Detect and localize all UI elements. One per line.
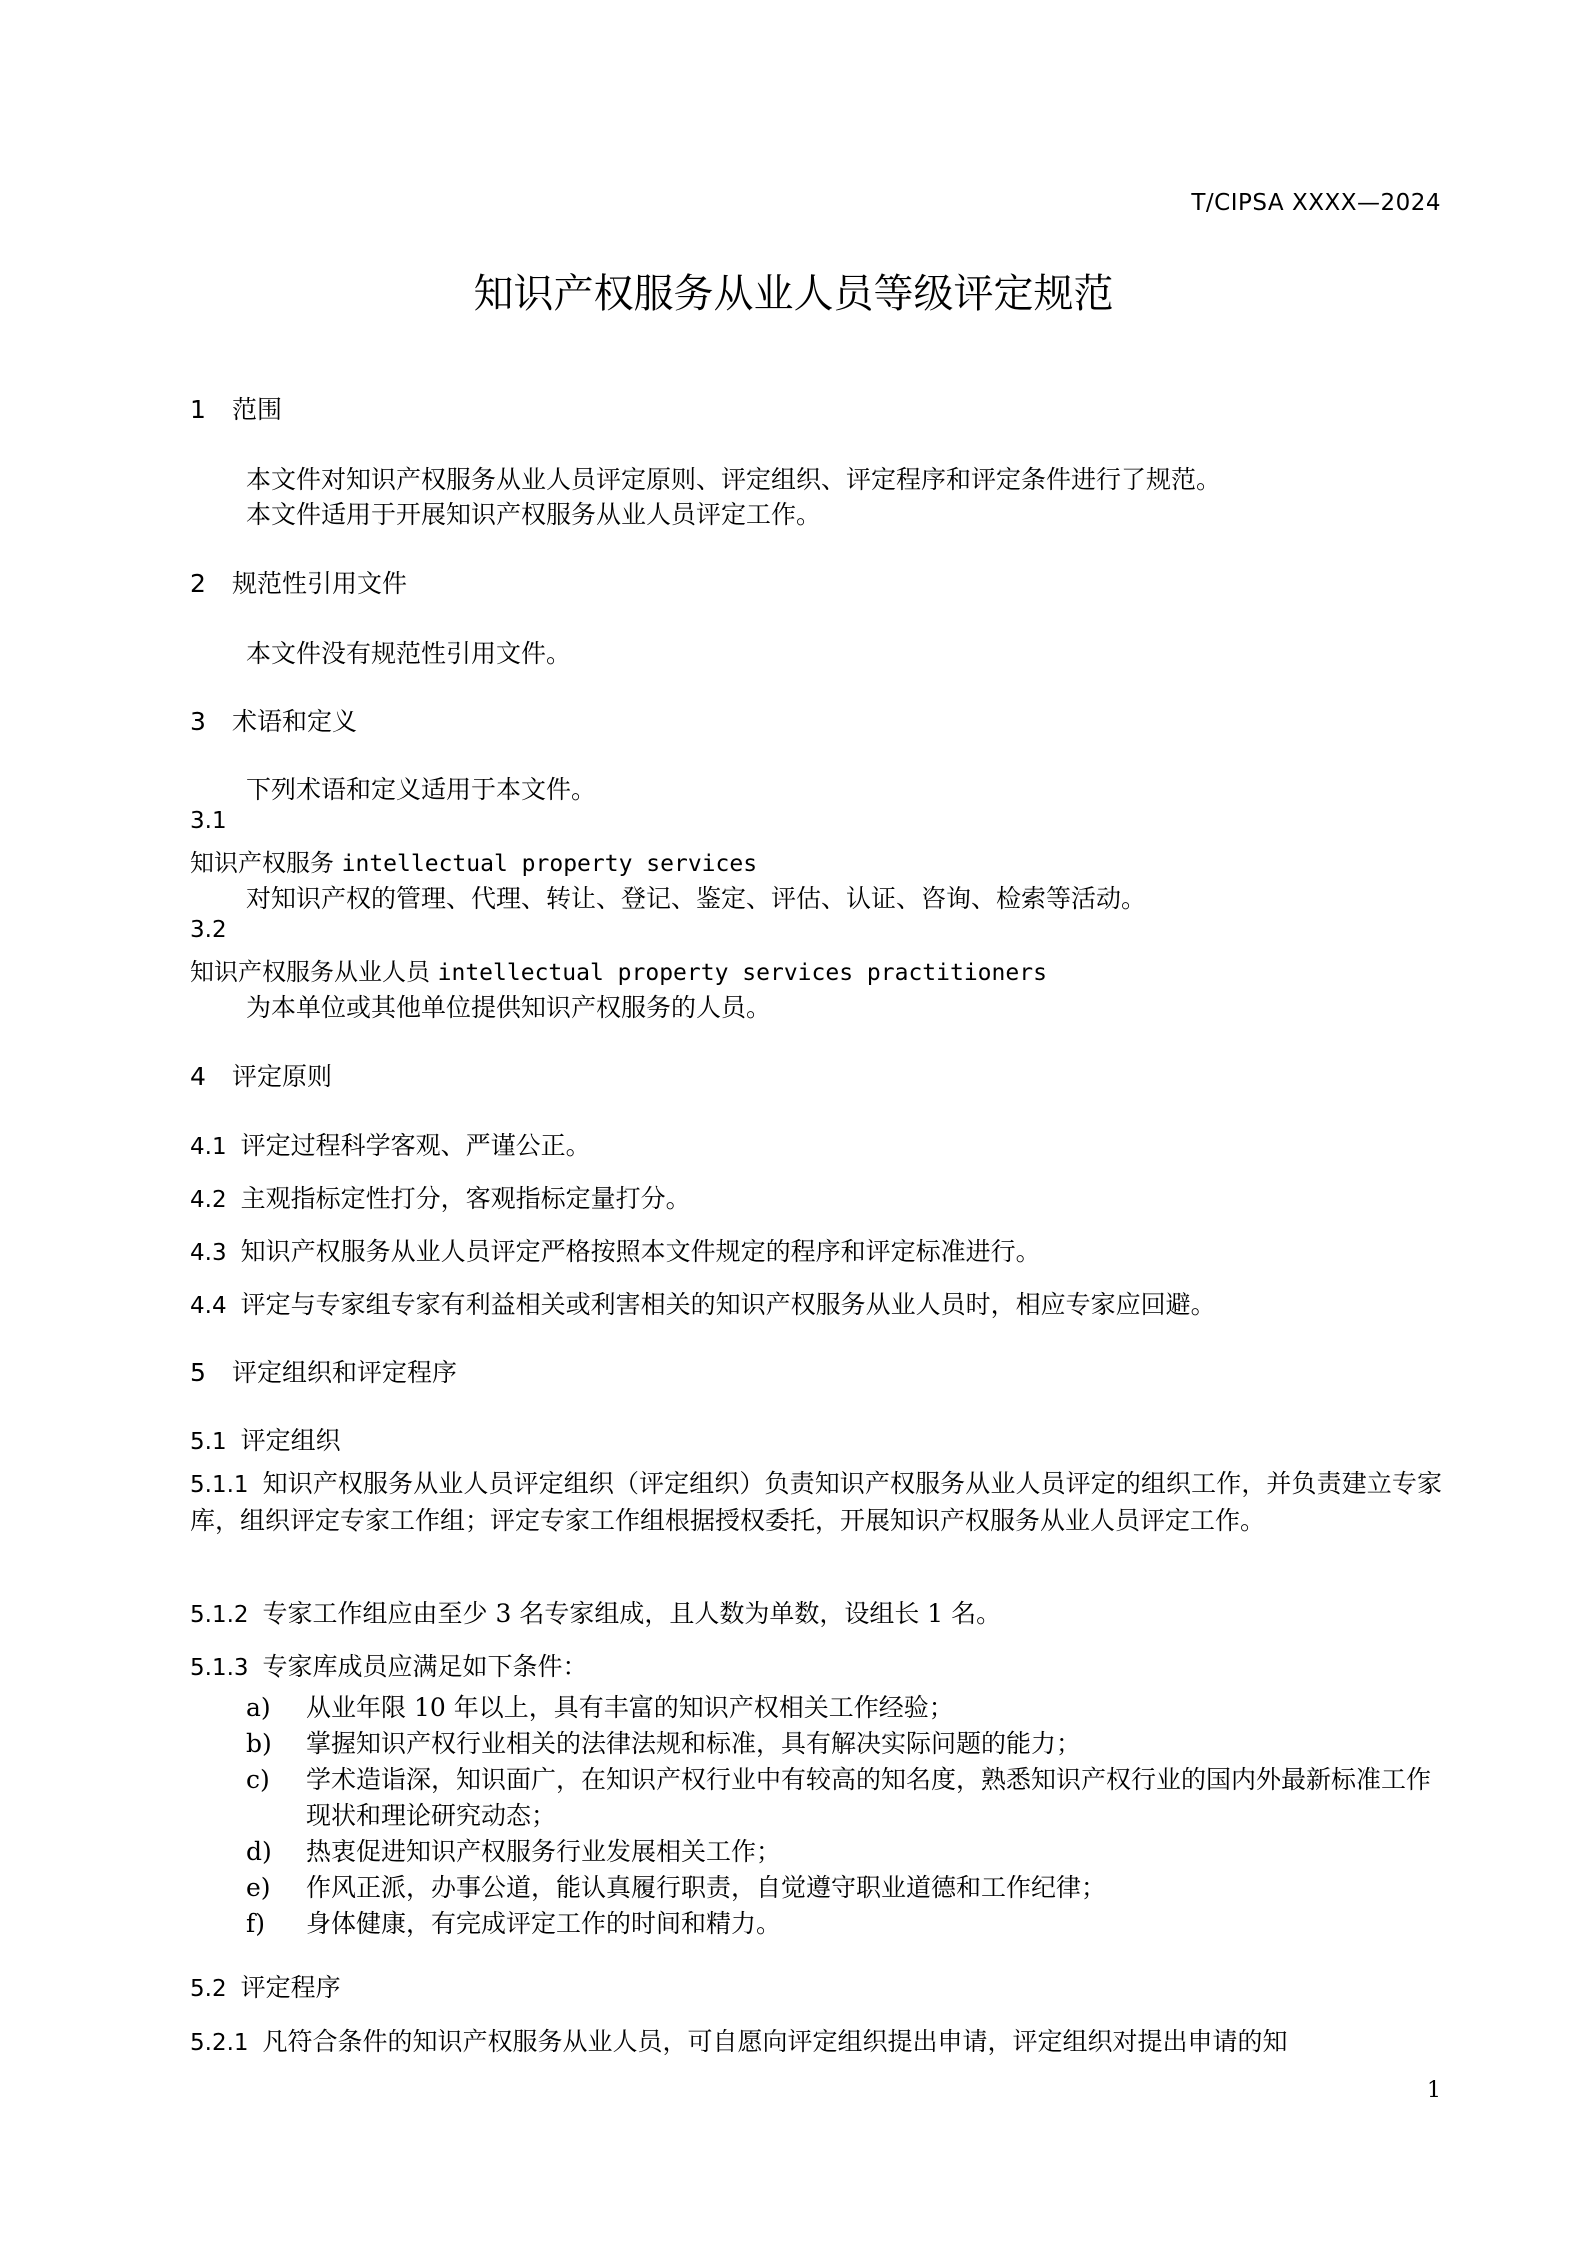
section-4-heading [190, 1057, 332, 1093]
clause-text: 凡符合条件的知识产权服务从业人员，可自愿向评定组织提出申请，评定组织对提出申请的知 [262, 2027, 1288, 2056]
clause-number: 5.1.2 [190, 1602, 249, 1628]
term-definition: 为本单位或其他单位提供知识产权服务的人员。 [246, 993, 772, 1022]
list-item-text: 学术造诣深，知识面广，在知识产权行业中有较高的知名度，熟悉知识产权行业的国内外最新标准工作现状和理论研究动态； [306, 1765, 1432, 1830]
standard-number: T/CIPSA XXXX—2024 [1191, 190, 1441, 216]
paragraph: 本文件对知识产权服务从业人员评定原则、评定组织、评定程序和评定条件进行了规范。 [246, 465, 1222, 494]
paragraph: 本文件适用于开展知识产权服务从业人员评定工作。 [246, 500, 822, 529]
clause-number: 5.1.3 [190, 1655, 249, 1681]
list-item-label: a) [246, 1693, 271, 1722]
page-number: 1 [1427, 2078, 1441, 2103]
list-item [246, 1870, 1442, 1906]
section-number: 5 [190, 1358, 206, 1387]
section-title: 范围 [232, 395, 283, 424]
list-item [246, 1834, 1442, 1870]
list-item [246, 1690, 1442, 1726]
clause-text: 评定过程科学客观、严谨公正。 [240, 1131, 591, 1160]
list-item [246, 1762, 1442, 1834]
subsection-5-1-heading [190, 1421, 341, 1457]
term-entry [190, 843, 757, 878]
clause-number: 4.3 [190, 1240, 227, 1266]
list-item-text: 热衷促进知识产权服务行业发展相关工作； [306, 1837, 782, 1866]
clause-4-3 [190, 1232, 1041, 1268]
clause-5-1-2 [190, 1594, 1001, 1630]
clause-number: 5.2.1 [190, 2030, 249, 2056]
clause-text: 评定与专家组专家有利益相关或利害相关的知识产权服务从业人员时，相应专家应回避。 [240, 1290, 1216, 1319]
list-item-text: 掌握知识产权行业相关的法律法规和标准，具有解决实际问题的能力； [306, 1729, 1082, 1758]
clause-text: 专家库成员应满足如下条件： [262, 1652, 588, 1681]
clause-5-2-1 [190, 2022, 1288, 2058]
term-english: intellectual property services [341, 851, 758, 877]
list-item-label: d) [246, 1837, 272, 1866]
term-chinese: 知识产权服务 [190, 849, 334, 877]
term-number: 3.1 [190, 808, 227, 834]
section-number: 2 [190, 569, 206, 598]
clause-number: 4.4 [190, 1293, 227, 1319]
clause-text: 知识产权服务从业人员评定组织（评定组织）负责知识产权服务从业人员评定的组织工作，并负责建立专家库，组织评定专家工作组；评定专家工作组根据授权委托，开展知识产权服务从业人员评定工作。 [190, 1469, 1442, 1535]
list-item-text: 从业年限 10 年以上，具有丰富的知识产权相关工作经验； [306, 1693, 954, 1722]
term-english: intellectual property services practitioners [437, 960, 1047, 986]
section-2-heading [190, 564, 407, 600]
term-definition: 对知识产权的管理、代理、转让、登记、鉴定、评估、认证、咨询、检索等活动。 [246, 884, 1147, 913]
clause-5-1-3 [190, 1647, 588, 1683]
clause-5-1-1 [190, 1466, 1442, 1539]
clause-text: 知识产权服务从业人员评定严格按照本文件规定的程序和评定标准进行。 [240, 1237, 1041, 1266]
subsection-title: 评定组织 [240, 1426, 341, 1455]
document-title: 知识产权服务从业人员等级评定规范 [473, 271, 1114, 317]
subsection-5-2-heading [190, 1968, 341, 2004]
list-item-label: e) [246, 1873, 271, 1902]
clause-text: 主观指标定性打分，客观指标定量打分。 [240, 1184, 691, 1213]
list-item-label: b) [246, 1729, 272, 1758]
list-item [246, 1726, 1442, 1762]
section-title: 术语和定义 [232, 707, 358, 736]
section-5-heading [190, 1353, 457, 1389]
clause-4-2 [190, 1179, 691, 1215]
section-number: 3 [190, 707, 206, 736]
section-title: 评定组织和评定程序 [232, 1358, 458, 1387]
term-number: 3.2 [190, 917, 227, 943]
term-chinese: 知识产权服务从业人员 [190, 958, 430, 986]
section-title: 评定原则 [232, 1062, 333, 1091]
section-number: 4 [190, 1062, 206, 1091]
clause-number: 5.1.1 [190, 1472, 249, 1498]
clause-4-1 [190, 1126, 591, 1162]
list-item-text: 身体健康，有完成评定工作的时间和精力。 [306, 1909, 782, 1938]
section-number: 1 [190, 395, 206, 424]
paragraph: 本文件没有规范性引用文件。 [246, 639, 572, 668]
term-entry [190, 952, 1047, 987]
clause-text: 专家工作组应由至少 3 名专家组成，且人数为单数，设组长 1 名。 [262, 1599, 1002, 1628]
section-title: 规范性引用文件 [232, 569, 408, 598]
list-item-text: 作风正派，办事公道，能认真履行职责，自觉遵守职业道德和工作纪律； [306, 1873, 1107, 1902]
clause-number: 4.2 [190, 1187, 227, 1213]
paragraph: 下列术语和定义适用于本文件。 [246, 775, 597, 804]
subsection-title: 评定程序 [240, 1973, 341, 2002]
list-item [246, 1906, 1442, 1942]
clause-4-4 [190, 1285, 1216, 1321]
list-item-label: c) [246, 1765, 270, 1794]
clause-number: 4.1 [190, 1134, 227, 1160]
clause-number: 5.1 [190, 1429, 227, 1455]
section-1-heading [190, 390, 282, 426]
section-3-heading [190, 702, 357, 738]
clause-number: 5.2 [190, 1976, 227, 2002]
list-item-label: f) [246, 1909, 266, 1938]
